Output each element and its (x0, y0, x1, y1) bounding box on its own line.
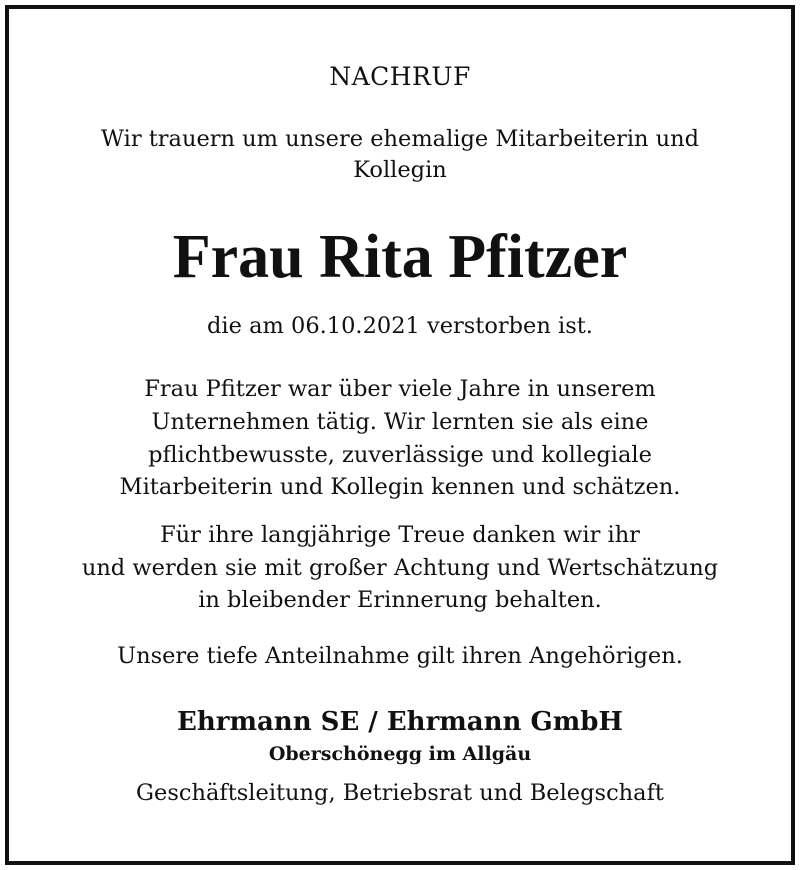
gratitude-line-2: und werden sie mit großer Achtung und Wertschätzung (81, 555, 719, 581)
condolence-line: Unsere tiefe Anteilnahme gilt ihren Angehörigen. (117, 643, 683, 669)
tribute-line-1: Frau Pfitzer war über viele Jahre in unserem (144, 376, 656, 402)
company-location: Oberschönegg im Allgäu (268, 743, 532, 765)
intro-line-1: Wir trauern um unsere ehemalige Mitarbeiterin und (100, 126, 700, 152)
intro-line-2: Kollegin (353, 157, 447, 183)
tribute-line-3: pflichtbewusste, zuverlässige und kollegiale (148, 442, 652, 468)
gratitude-line-3: in bleibender Erinnerung behalten. (198, 587, 602, 613)
tribute-line-2: Unternehmen tätig. Wir lernten sie als eine (151, 409, 649, 435)
tribute-line-4: Mitarbeiterin und Kollegin kennen und schätzen. (119, 474, 681, 500)
company-name: Ehrmann SE / Ehrmann GmbH (177, 707, 623, 737)
death-date-line: die am 06.10.2021 verstorben ist. (207, 313, 593, 339)
obituary-heading: NACHRUF (329, 62, 471, 91)
signatories-line: Geschäftsleitung, Betriebsrat und Belegschaft (136, 780, 664, 806)
deceased-name: Frau Rita Pfitzer (172, 223, 628, 291)
gratitude-line-1: Für ihre langjährige Treue danken wir ihr (160, 522, 640, 548)
